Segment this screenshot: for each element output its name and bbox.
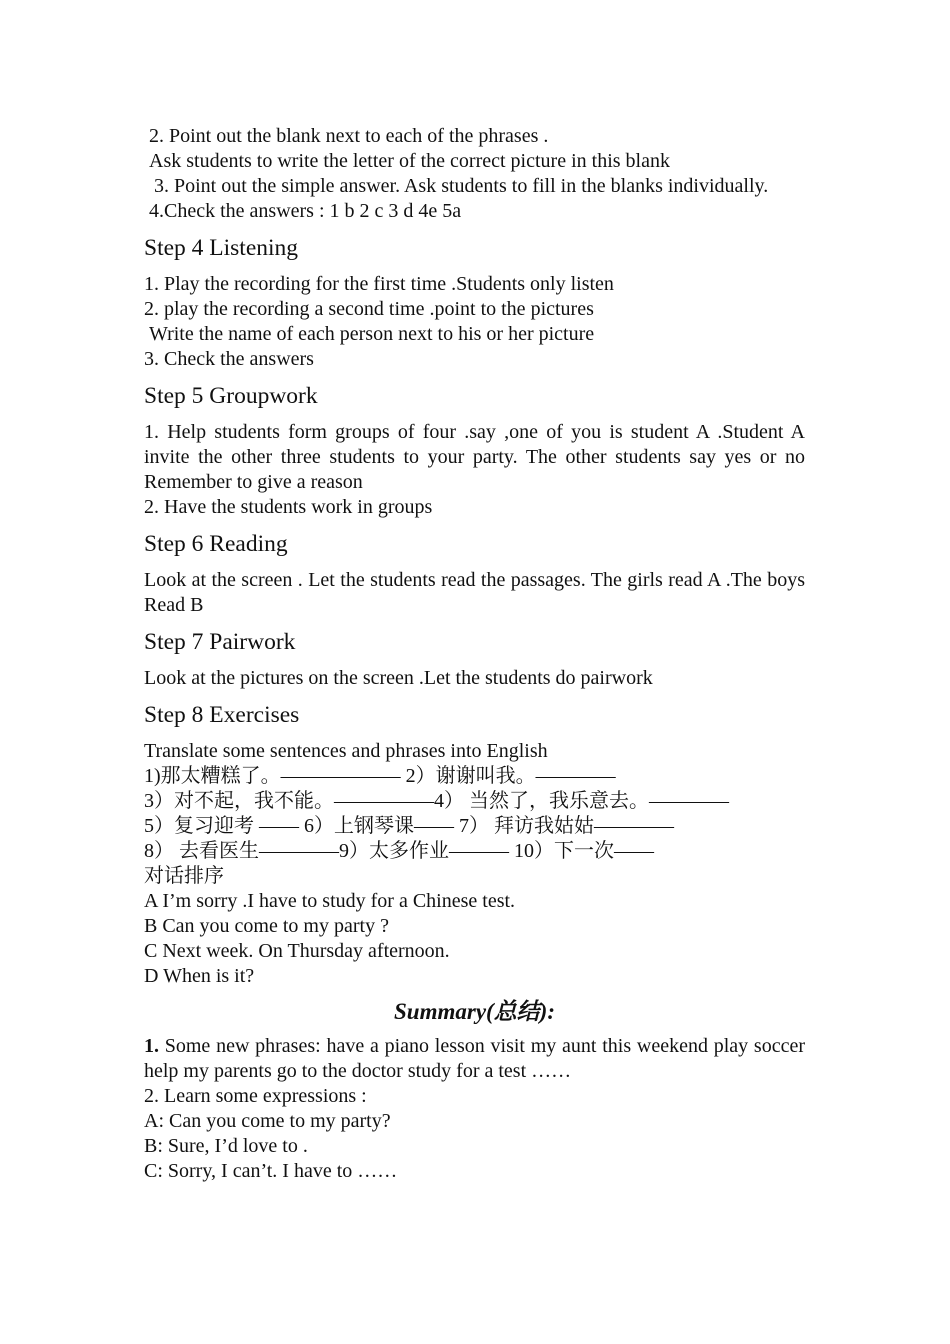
step4-line-2: 2. play the recording a second time .point to the pictures xyxy=(144,298,594,320)
summary-line-4: B: Sure, I’d love to . xyxy=(144,1135,308,1157)
step8-line-10: D When is it? xyxy=(144,965,255,987)
step5-line-2: 2. Have the students work in groups xyxy=(144,496,433,518)
step8-line-2: 1)那太糟糕了。—————— 2）谢谢叫我。———— xyxy=(144,765,616,787)
summary-line-2: 2. Learn some expressions : xyxy=(144,1085,367,1107)
document-page xyxy=(144,124,810,1184)
step8-heading: Step 8 Exercises xyxy=(144,702,300,728)
summary-line-3: A: Can you come to my party? xyxy=(144,1110,391,1132)
summary-item-1-text: Some new phrases: have a piano lesson visit my aunt this weekend play soccer help my parents go to the doctor study for a test …… xyxy=(144,1035,810,1082)
step7-line-1: Look at the pictures on the screen .Let the students do pairwork xyxy=(144,667,653,689)
summary-item-1-number: 1. xyxy=(144,1035,159,1057)
step8-line-9: C Next week. On Thursday afternoon. xyxy=(144,940,450,962)
intro-line-3: 3. Point out the simple answer. Ask students to fill in the blanks individually. xyxy=(144,175,769,197)
step8-line-6: 对话排序 xyxy=(144,865,224,887)
step6-line-1: Look at the screen . Let the students read the passages. The girls read A .The boys Read B xyxy=(144,569,810,616)
step8-line-7: A I’m sorry .I have to study for a Chinese test. xyxy=(144,890,516,912)
step7-heading: Step 7 Pairwork xyxy=(144,629,296,655)
step6-heading: Step 6 Reading xyxy=(144,531,288,557)
step8-line-1: Translate some sentences and phrases into English xyxy=(144,740,548,762)
summary-line-5: C: Sorry, I can’t. I have to …… xyxy=(144,1160,398,1182)
step4-line-1: 1. Play the recording for the first time .Students only listen xyxy=(144,273,614,295)
intro-line-4: 4.Check the answers : 1 b 2 c 3 d 4e 5a xyxy=(144,200,462,222)
step4-line-4: 3. Check the answers xyxy=(144,348,314,370)
step5-heading: Step 5 Groupwork xyxy=(144,383,318,409)
step8-line-3: 3）对不起，我不能。—————4） 当然了，我乐意去。———— xyxy=(144,790,729,812)
step4-heading: Step 4 Listening xyxy=(144,235,299,261)
intro-line-2: Ask students to write the letter of the correct picture in this blank xyxy=(144,150,670,172)
step4-line-3: Write the name of each person next to his or her picture xyxy=(144,323,595,345)
step8-line-4: 5）复习迎考 —— 6）上钢琴课—— 7） 拜访我姑姑———— xyxy=(144,815,674,837)
step5-line-1: 1. Help students form groups of four .say ,one of you is student A .Student A invite the other three students to your party. The other students say yes or no Remember to give a reason xyxy=(144,421,810,493)
step8-line-8: B Can you come to my party ? xyxy=(144,915,389,937)
summary-heading: Summary(总结): xyxy=(394,999,555,1024)
step8-line-5: 8） 去看医生————9）太多作业——— 10）下一次—— xyxy=(144,840,654,862)
intro-line-1: 2. Point out the blank next to each of the phrases . xyxy=(144,125,549,147)
summary-item-1 xyxy=(144,1034,810,1084)
